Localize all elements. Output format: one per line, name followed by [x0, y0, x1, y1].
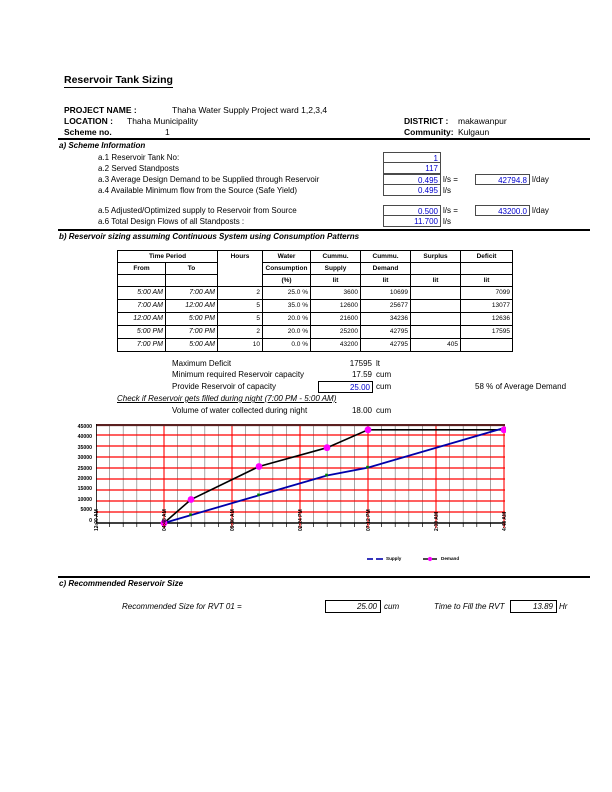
th-time-period: Time Period — [118, 251, 218, 263]
reservoir-sizing-table — [117, 250, 513, 352]
scheme-row-label-3: a.4 Available Minimum flow from the Source (Safe Yield) — [98, 186, 298, 195]
scheme-row-unit-4: l/s = — [443, 206, 458, 215]
scheme-row-label-0: a.1 Reservoir Tank No: — [98, 153, 180, 162]
provide-capacity-unit: cum — [376, 382, 392, 391]
cell-deficit: 7099 — [461, 287, 513, 300]
cell-hours: 10 — [218, 339, 263, 352]
recommended-size-unit: cum — [384, 602, 400, 611]
cell-deficit: 13077 — [461, 300, 513, 313]
scheme-row-value-1[interactable]: 117 — [383, 163, 441, 174]
section-c-divider — [58, 576, 590, 578]
header-divider — [58, 138, 590, 140]
cell-cummu-demand: 42795 — [361, 339, 411, 352]
scheme-row-label-1: a.2 Served Standposts — [98, 164, 179, 173]
night-volume-unit: cum — [376, 406, 392, 415]
x-tick-3: 02:24 PM — [298, 509, 304, 531]
th-surplus: Surplus — [411, 251, 461, 263]
cell-cummu-demand: 34236 — [361, 313, 411, 326]
cell-consumption: 20.0 % — [263, 326, 311, 339]
cell-cummu-supply: 12600 — [311, 300, 361, 313]
location-label: LOCATION : — [64, 116, 113, 126]
cell-from: 12:00 AM — [118, 313, 166, 326]
cell-hours: 2 — [218, 326, 263, 339]
legend-label-supply: Supply — [386, 556, 402, 561]
y-tick-5000: 5000 — [80, 507, 92, 514]
y-tick-25000: 25000 — [77, 465, 92, 472]
cell-consumption: 20.0 % — [263, 313, 311, 326]
table-row[interactable] — [118, 300, 513, 313]
th-deficit-blank — [461, 263, 513, 275]
th-consumption-unit: (%) — [263, 275, 311, 287]
recommended-size-label: Recommended Size for RVT 01 = — [122, 602, 242, 611]
cell-cummu-supply: 43200 — [311, 339, 361, 352]
th-surplus-blank — [411, 263, 461, 275]
district-label: DISTRICT : — [404, 116, 449, 126]
x-tick-0: 12:00 AM — [94, 509, 100, 531]
time-to-fill-unit: Hr — [559, 602, 568, 611]
th-to: To — [166, 263, 218, 275]
scheme-row-label-5: a.6 Total Design Flows of all Standposts : — [98, 217, 245, 226]
cell-hours: 5 — [218, 313, 263, 326]
cell-cummu-supply: 3600 — [311, 287, 361, 300]
cell-hours: 5 — [218, 300, 263, 313]
provide-capacity-label: Provide Reservoir of capacity — [172, 382, 277, 391]
cell-surplus: 405 — [411, 339, 461, 352]
scheme-row-label-4: a.5 Adjusted/Optimized supply to Reservoir from Source — [98, 206, 297, 215]
table-header-row-3 — [118, 275, 513, 287]
cell-hours: 2 — [218, 287, 263, 300]
th-cummu-supply: Cummu. — [311, 251, 361, 263]
scheme-row-value-3[interactable]: 0.495 — [383, 185, 441, 196]
scheme-row-unit-5: l/s — [443, 217, 451, 226]
th-surplus-unit: lit — [411, 275, 461, 287]
scheme-row-label-2: a.3 Average Design Demand to be Supplied through Reservoir — [98, 175, 320, 184]
recommended-size-value[interactable]: 25.00 — [325, 600, 381, 613]
th-deficit-unit: lit — [461, 275, 513, 287]
min-capacity-value: 17.59 — [351, 370, 372, 379]
cell-surplus — [411, 287, 461, 300]
x-tick-5: 2:00 AM — [434, 512, 440, 531]
th-demand: Demand — [361, 263, 411, 275]
scheme-row-value-0[interactable]: 1 — [383, 152, 441, 163]
cell-cummu-supply: 21600 — [311, 313, 361, 326]
cell-from: 5:00 PM — [118, 326, 166, 339]
cell-from: 5:00 AM — [118, 287, 166, 300]
page-title: Reservoir Tank Sizing — [64, 74, 173, 86]
cell-deficit — [461, 339, 513, 352]
max-deficit-value: 17595 — [349, 359, 372, 368]
x-tick-1: 04:48 AM — [162, 509, 168, 531]
th-to-unit — [166, 275, 218, 287]
max-deficit-label: Maximum Deficit — [172, 359, 232, 368]
table-header-row-1 — [118, 251, 513, 263]
community-label: Community: — [404, 127, 454, 137]
section-a-heading: a) Scheme Information — [59, 141, 146, 150]
project-name-label: PROJECT NAME : — [64, 105, 137, 115]
scheme-no-label: Scheme no. — [64, 127, 112, 137]
scheme-row-unit-3: l/s — [443, 186, 451, 195]
cell-deficit: 17595 — [461, 326, 513, 339]
legend-label-demand: Demand — [441, 556, 460, 561]
scheme-no-value[interactable]: 1 — [165, 127, 170, 137]
y-tick-10000: 10000 — [77, 496, 92, 503]
cell-to: 5:00 PM — [166, 313, 218, 326]
y-tick-0: 0 — [89, 517, 92, 524]
night-volume-value: 18.00 — [351, 406, 372, 415]
district-value[interactable]: makawanpur — [458, 116, 507, 126]
project-name-value[interactable]: Thaha Water Supply Project ward 1,2,3,4 — [172, 105, 328, 115]
location-value[interactable]: Thaha Municipality — [127, 116, 198, 126]
cell-to: 5:00 AM — [166, 339, 218, 352]
y-tick-45000: 45000 — [77, 424, 92, 430]
time-to-fill-label: Time to Fill the RVT — [434, 602, 505, 611]
th-from: From — [118, 263, 166, 275]
table-row[interactable] — [118, 339, 513, 352]
cell-deficit: 12636 — [461, 313, 513, 326]
y-tick-15000: 15000 — [77, 486, 92, 493]
provide-capacity-input[interactable]: 25.00 — [318, 381, 373, 393]
table-row[interactable] — [118, 287, 513, 300]
y-tick-20000: 20000 — [77, 476, 92, 482]
community-value[interactable]: Kulgaun — [458, 127, 490, 137]
table-row[interactable] — [118, 326, 513, 339]
cell-surplus — [411, 313, 461, 326]
th-consumption: Consumption — [263, 263, 311, 275]
cell-cummu-demand: 42795 — [361, 326, 411, 339]
cell-consumption: 0.0 % — [263, 339, 311, 352]
cell-surplus — [411, 300, 461, 313]
th-water: Water — [263, 251, 311, 263]
supply-demand-chart — [62, 424, 512, 564]
section-a-divider — [58, 229, 590, 231]
cell-cummu-demand: 25677 — [361, 300, 411, 313]
scheme-row-value-4[interactable]: 0.500 — [383, 205, 441, 216]
section-b-heading: b) Reservoir sizing assuming Continuous System using Consumption Patterns — [59, 232, 360, 241]
cell-surplus — [411, 326, 461, 339]
x-tick-2: 09:36 AM — [230, 509, 236, 531]
cell-from: 7:00 AM — [118, 300, 166, 313]
scheme-row-unit2-4: l/day — [532, 206, 549, 215]
y-tick-40000: 40000 — [77, 434, 92, 441]
cell-to: 7:00 AM — [166, 287, 218, 300]
scheme-row-value2-4[interactable]: 43200.0 — [475, 205, 530, 216]
th-cummu-demand: Cummu. — [361, 251, 411, 263]
cell-consumption: 35.0 % — [263, 300, 311, 313]
provide-capacity-note: 58 % of Average Demand — [475, 382, 567, 391]
x-tick-6: 4:48 AM — [502, 512, 508, 531]
y-tick-35000: 35000 — [77, 444, 92, 451]
cell-from: 7:00 PM — [118, 339, 166, 352]
time-to-fill-value[interactable]: 13.89 — [510, 600, 557, 613]
scheme-row-value2-2[interactable]: 42794.8 — [475, 174, 530, 185]
cell-to: 12:00 AM — [166, 300, 218, 313]
min-capacity-unit: cum — [376, 370, 392, 379]
cell-cummu-demand: 10699 — [361, 287, 411, 300]
cell-cummu-supply: 25200 — [311, 326, 361, 339]
y-tick-30000: 30000 — [77, 455, 92, 462]
th-demand-unit: lit — [361, 275, 411, 287]
cell-to: 7:00 PM — [166, 326, 218, 339]
th-from-unit — [118, 275, 166, 287]
th-supply: Supply — [311, 263, 361, 275]
table-header-row-2 — [118, 263, 513, 275]
scheme-row-unit2-2: l/day — [532, 175, 549, 184]
th-supply-unit: lit — [311, 275, 361, 287]
max-deficit-unit: lt — [376, 359, 380, 368]
min-capacity-label: Minimum required Reservoir capacity — [172, 370, 305, 379]
section-c-heading: c) Recommended Reservoir Size — [59, 579, 184, 588]
night-volume-label: Volume of water collected during night — [172, 406, 308, 415]
scheme-row-value-2[interactable]: 0.495 — [383, 174, 441, 185]
scheme-row-value-5[interactable]: 11.700 — [383, 216, 441, 227]
table-row[interactable] — [118, 313, 513, 326]
scheme-row-unit-2: l/s = — [443, 175, 458, 184]
night-check-label: Check if Reservoir gets filled during night (7:00 PM - 5:00 AM) — [117, 394, 337, 403]
th-hours: Hours — [218, 251, 263, 287]
x-tick-4: 07:12 PM — [366, 509, 372, 531]
th-deficit: Deficit — [461, 251, 513, 263]
cell-consumption: 25.0 % — [263, 287, 311, 300]
